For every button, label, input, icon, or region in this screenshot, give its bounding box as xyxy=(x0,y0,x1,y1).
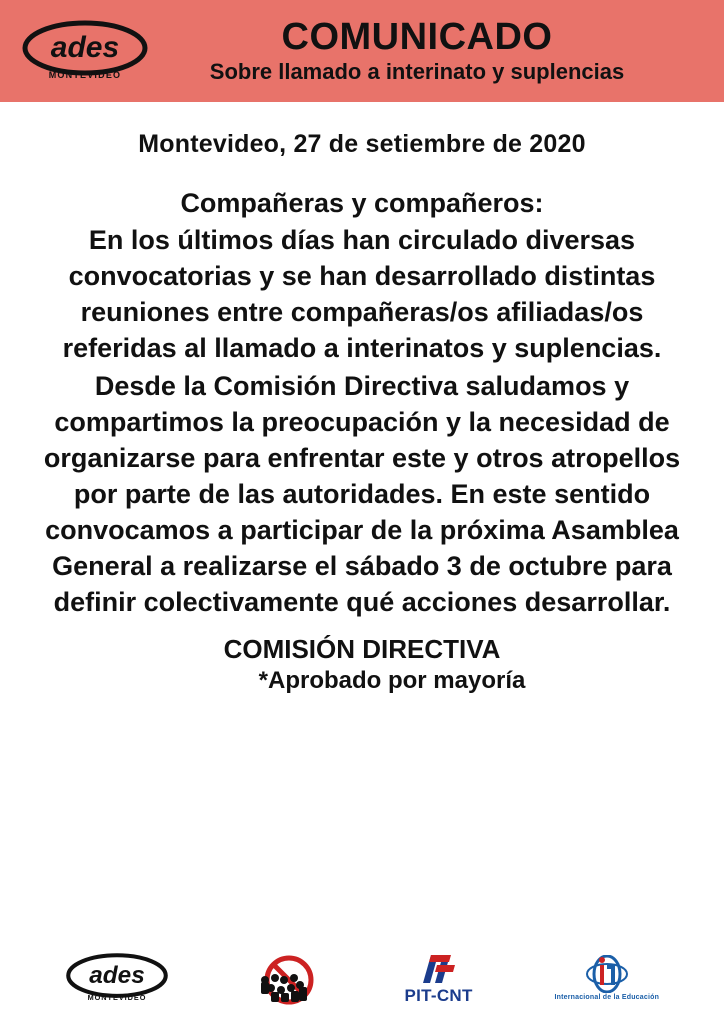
svg-text:MONTEVIDEO: MONTEVIDEO xyxy=(87,992,147,1002)
poster-header xyxy=(0,0,724,102)
page-subtitle: Sobre llamado a interinato y suplencias xyxy=(209,58,625,84)
page-title: COMUNICADO xyxy=(281,15,553,58)
internacional-educacion-icon xyxy=(585,955,629,993)
internacional-educacion-label: Internacional de la Educación xyxy=(554,994,660,1001)
svg-text:ades: ades xyxy=(50,31,120,64)
paragraph-1: En los últimos días han circulado diversas convocatorias y se han desarrollado distintas reuniones entre compañeras/os afiliadas/os referidas al llamado a interinatos y suplencias. xyxy=(62,225,662,364)
ades-logo-icon xyxy=(65,952,169,1004)
pit-cnt-icon xyxy=(411,951,467,985)
poster-body xyxy=(0,102,724,938)
footer-logo-no-violence xyxy=(251,950,323,1006)
dateline: Montevideo, 27 de setiembre de 2020 xyxy=(138,130,586,158)
footer-logo-internacional-educacion xyxy=(554,955,659,1001)
pit-cnt-label: PIT-CNT xyxy=(404,985,473,1005)
footer-logo-pit-cnt xyxy=(404,951,472,1006)
approval-note: *Aprobado por mayoría xyxy=(258,667,526,695)
ades-logo-icon xyxy=(21,20,149,82)
signature: COMISIÓN DIRECTIVA xyxy=(223,634,501,665)
footer-logo-ades xyxy=(65,952,169,1004)
svg-text:MONTEVIDEO: MONTEVIDEO xyxy=(48,70,122,80)
svg-text:ades: ades xyxy=(89,961,145,989)
paragraph-2: Desde la Comisión Directiva saludamos y compartimos la preocupación y la necesidad de organizarse para enfrentar este y otros atropellos por parte de las autoridades. En este sentido convocamos a participar de la próxima Asamblea General a realizarse el sábado 3 de octubre para definir colectivamente qué acciones desarrollar. xyxy=(43,371,681,617)
ades-header-logo xyxy=(20,16,150,86)
salutation: Compañeras y compañeros: xyxy=(180,188,544,218)
no-violence-icon xyxy=(251,950,323,1006)
poster-footer xyxy=(0,938,724,1024)
